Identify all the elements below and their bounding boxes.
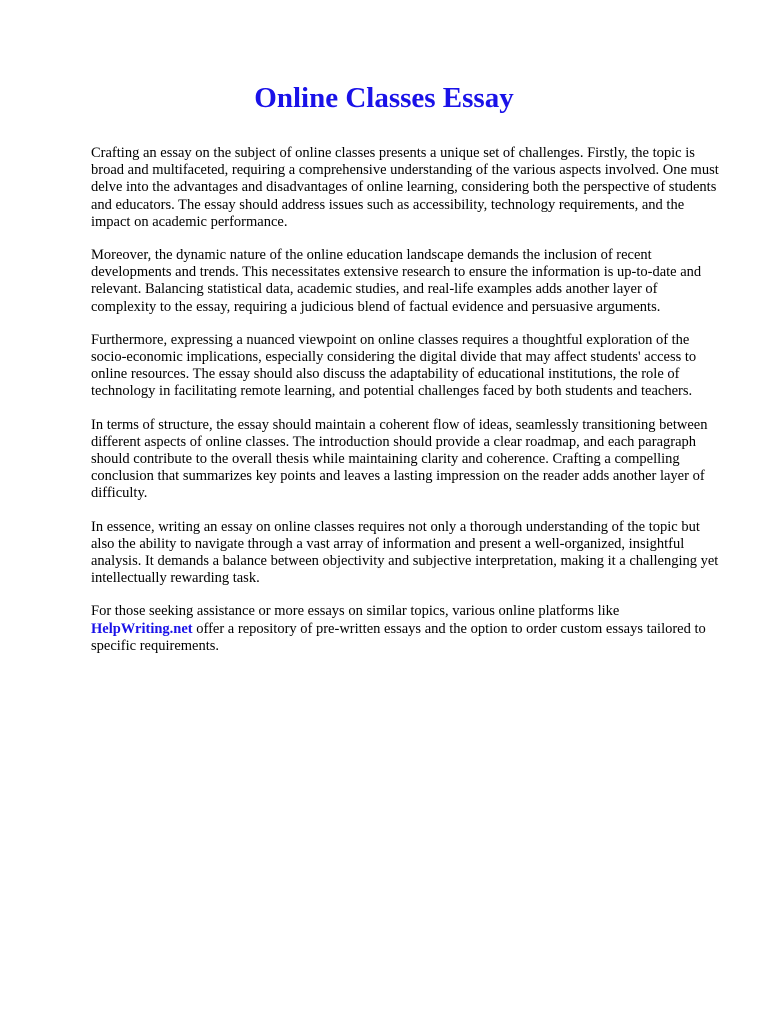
paragraph-viewpoint: Furthermore, expressing a nuanced viewpoint on online classes requires a thoughtful exploration of the socio-economic implications, especially considering the digital divide that may affect students' access to online resources. The essay should also discuss the adaptability of educational institutions, the role of technology in facilitating remote learning, and potential challenges faced by both students and teachers. (91, 331, 697, 400)
helpwriting-link[interactable]: HelpWriting.net (91, 620, 193, 637)
closing-text-after-link: offer a repository of pre-written essays and the option to order custom essays tailored to specific requirements. (91, 620, 706, 654)
paragraph-intro: Crafting an essay on the subject of online classes presents a unique set of challenges. Firstly, the topic is broad and multifaceted, requiring a comprehensive understanding of the various aspects involved. One must delve into the advantages and disadvantages of online learning, considering both the perspective of students and educators. The essay should address issues such as accessibility, technology requirements, and the impact on academic performance. (91, 145, 719, 230)
paragraph-essence: In essence, writing an essay on online classes requires not only a thorough understanding of the topic but also the ability to navigate through a vast array of information and present a well-organized, insightful analysis. It demands a balance between objectivity and subjective interpretation, making it a challenging yet intellectually rewarding task. (91, 518, 719, 587)
document-title: Online Classes Essay (254, 82, 514, 114)
paragraph-landscape: Moreover, the dynamic nature of the online education landscape demands the inclusion of recent developments and trends. This necessitates extensive research to ensure the information is up-to-date and relevant. Balancing statistical data, academic studies, and real-life examples adds another layer of complexity to the essay, requiring a judicious blend of factual evidence and persuasive arguments. (91, 247, 702, 315)
closing-text-before-link: For those seeking assistance or more essays on similar topics, various online platforms like (91, 603, 620, 620)
paragraph-structure: In terms of structure, the essay should maintain a coherent flow of ideas, seamlessly transitioning between different aspects of online classes. The introduction should provide a clear roadmap, and each paragraph should contribute to the overall thesis while maintaining clarity and coherence. Crafting a compelling conclusion that summarizes key points and leaves a lasting impression on the reader adds another layer of difficulty. (91, 416, 708, 502)
paragraph-closing (91, 603, 719, 655)
